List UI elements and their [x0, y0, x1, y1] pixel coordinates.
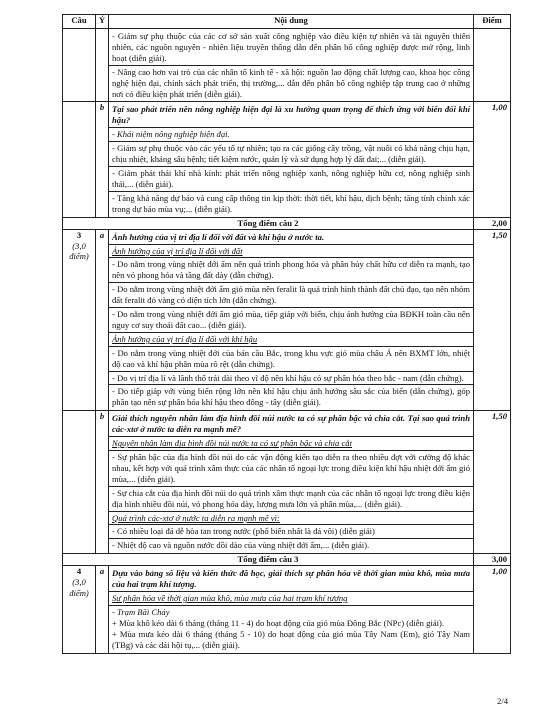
sub-item-letter: b [96, 102, 109, 217]
content-paragraph: - Nâng cao hơn vai trò của các nhân tố kinh tế - xã hội: nguồn lao động chất lượng cao, khoa học công nghệ hiện đại, chính sách phát triển, thị trường,... dẫn đến phân bố công nghiệp tập trung cao ở những nơi có điều kiện phát triển (diễn giải). [109, 65, 473, 101]
content-paragraph: - Do vị trí địa lí và lãnh thổ trải dài theo vĩ độ nên khí hậu có sự phân hóa theo bắc - nam (dẫn chứng). [109, 371, 473, 385]
sub-item-letter: b [96, 411, 109, 554]
section-heading: Nguyên nhân làm địa hình đồi núi nước ta có sự phân bậc và chia cắt [109, 436, 473, 450]
question-number: 4 [76, 566, 82, 577]
question-points: (3,0 điểm) [69, 577, 89, 599]
sub-question: Dựa vào bảng số liệu và kiến thức đã học, giải thích sự phân hóa về thời gian mùa khô, mùa mưa của hai trạm khí tượng. [112, 568, 470, 590]
content-paragraph: - Khái niệm nông nghiệp hiện đại. [109, 127, 473, 141]
page-number: 2/4 [497, 696, 508, 706]
question-cell [63, 411, 96, 554]
content-cell [109, 411, 474, 554]
total-row [63, 217, 511, 229]
total-label: Tổng điểm câu 3 [63, 554, 474, 566]
question-points: (3,0 điểm) [69, 240, 89, 262]
question-cell [63, 229, 96, 411]
table-row [63, 229, 511, 411]
table-row [63, 29, 511, 102]
total-label: Tổng điểm câu 2 [63, 217, 474, 229]
table-header-row [63, 15, 511, 29]
sub-item-letter: a [96, 566, 109, 653]
content-paragraph: - Nhiệt độ cao và nguồn nước dồi dào của vùng nhiệt đới ẩm,... (diễn giải). [109, 538, 473, 552]
content-paragraph: - Sự chia cắt của địa hình đồi núi do quá trình xâm thực mạnh của các nhân tố ngoại lực trong điều kiện địa hình nhiều đồi núi, vỏ phong hóa dày, lượng mưa lớn và phân mùa,... (diễn giải). [109, 486, 473, 511]
content-paragraph: - Do nằm trong vùng nhiệt đới ẩm gió mùa, tiếp giáp với biển, chịu ảnh hưởng của BĐKH toàn cầu nên nguy cơ suy thoái đất cao... (diễn giải). [109, 307, 473, 332]
sub-item-letter [96, 29, 109, 102]
table-row [63, 102, 511, 217]
content-cell [109, 29, 474, 102]
points-cell: 1,50 [474, 411, 511, 554]
header-noi-dung: Nội dung [109, 15, 474, 29]
points-cell [474, 29, 511, 102]
answer-table [62, 14, 511, 654]
header-diem: Điểm [474, 15, 511, 29]
section-heading: Quá trình các-xtơ ở nước ta diễn ra mạnh mẽ vì: [109, 511, 473, 525]
content-cell [109, 566, 474, 653]
content-paragraph: - Do nằm trong vùng nhiệt đới của bán cầu Bắc, trong khu vực gió mùa châu Á nên BXMT lớn, nhiệt độ cao và khí hậu phân mùa rõ rệt (dẫn chứng). [109, 346, 473, 371]
sub-question: Giải thích nguyên nhân làm địa hình đồi núi nước ta có sự phân bậc và chia cắt. Tại sao quá trình các-xtơ ở nước ta diễn ra mạnh mẽ? [112, 413, 470, 435]
content-line: - Trạm Bãi Cháy [112, 606, 170, 617]
sub-question: Ảnh hưởng của vị trí địa lí đối với đất và khí hậu ở nước ta. [112, 231, 325, 242]
content-cell [109, 102, 474, 217]
total-points: 3,00 [474, 554, 511, 566]
header-y: Ý [96, 15, 109, 29]
header-cau: Câu [63, 15, 96, 29]
content-paragraph: - Do nằm trong vùng nhiệt đới ẩm gió mùa nên feralit là quá trình hình thành đất chủ đạo, tạo nên nhóm đất feralit đỏ vàng có diện tích lớn (dẫn chứng). [109, 282, 473, 307]
section-heading: Ảnh hưởng của vị trí địa lí đối với khí hậu [109, 332, 473, 346]
answer-key-page [62, 14, 510, 654]
total-points: 2,00 [474, 217, 511, 229]
content-paragraph: - Do tiếp giáp với vùng biển rộng lớn nên khí hậu chịu ảnh hưởng sâu sắc của biển (dẫn chứng), góp phần tạo nên sự phân hóa khí hậu theo đông - tây (diễn giải). [109, 384, 473, 409]
table-row [63, 411, 511, 554]
sub-item-letter: a [96, 229, 109, 411]
table-row [63, 566, 511, 653]
points-cell: 1,00 [474, 566, 511, 653]
content-paragraph: - Giảm sự phụ thuộc của các cơ sở sản xuất công nghiệp vào điều kiện tự nhiên và tài nguyên thiên nhiên, các nguồn nguyên - nhiên liệu truyền thống dẫn đến phân bố công nghiệp được mở rộng, linh hoạt (diễn giải). [112, 31, 470, 63]
total-row [63, 554, 511, 566]
points-cell: 1,50 [474, 229, 511, 411]
content-paragraph: - Giảm phát thải khí nhà kính: phát triển nông nghiệp xanh, nông nghiệp hữu cơ, nông nghiệp sinh thái,... (diễn giải). [109, 166, 473, 191]
sub-question: Tại sao phát triển nền nông nghiệp hiện đại là xu hướng quan trọng để thích ứng với biến đổi khí hậu? [112, 104, 470, 126]
content-paragraph: - Sự phân bậc của địa hình đồi núi do các vận động kiến tạo diễn ra theo nhiều đợt với cường độ khác nhau, kết hợp với quá trình xâm thực của các nhân tố ngoại lực trong điều kiện khí hậu nhiệt đới ẩm gió mùa,... (diễn giải). [109, 450, 473, 486]
content-paragraph: - Do nằm trong vùng nhiệt đới ẩm nên quá trình phong hóa và phân hủy chất hữu cơ diễn ra mạnh, tạo nên vỏ phong hóa và tầng đất dày (dẫn chứng). [109, 257, 473, 282]
section-heading: Ảnh hưởng của vị trí địa lí đối với đất [109, 244, 473, 258]
question-cell [63, 102, 96, 217]
question-cell [63, 29, 96, 102]
question-number: 3 [76, 229, 82, 240]
content-line: + Mùa mưa kéo dài 6 tháng (tháng 5 - 10) do hoạt động của gió mùa Tây Nam (Em), gió Tây Nam (TBg) và các dải hội tụ,... (diễn giải). [112, 628, 470, 650]
points-cell: 1,00 [474, 102, 511, 217]
table-body [63, 29, 511, 654]
content-paragraph: - Giảm sự phụ thuộc vào các yếu tố tự nhiên; tạo ra các giống cây trồng, vật nuôi có khả năng chịu hạn, chịu nhiệt, kháng sâu bệnh; tiết kiệm nước, quản lý và sử dụng hợp lý đất đai;... (diễn giải). [109, 141, 473, 166]
content-paragraph: - Có nhiều loại đá dễ hòa tan trong nước (phổ biến nhất là đá vôi) (diễn giải) [109, 524, 473, 538]
section-heading: Sự phân hóa về thời gian mùa khô, mùa mưa của hai trạm khí tượng [109, 591, 473, 605]
content-block [109, 605, 473, 652]
content-paragraph: - Tăng khả năng dự báo và cung cấp thông tin kịp thời: thời tiết, khí hậu, dịch bệnh; tăng tính chính xác trong dự báo mùa vụ;... (diễn giải). [109, 191, 473, 216]
question-cell [63, 566, 96, 653]
content-cell [109, 229, 474, 411]
content-line: + Mùa khô kéo dài 6 tháng (tháng 11 - 4) do hoạt động của gió mùa Đông Bắc (NPc) (diễn giải). [112, 617, 444, 628]
